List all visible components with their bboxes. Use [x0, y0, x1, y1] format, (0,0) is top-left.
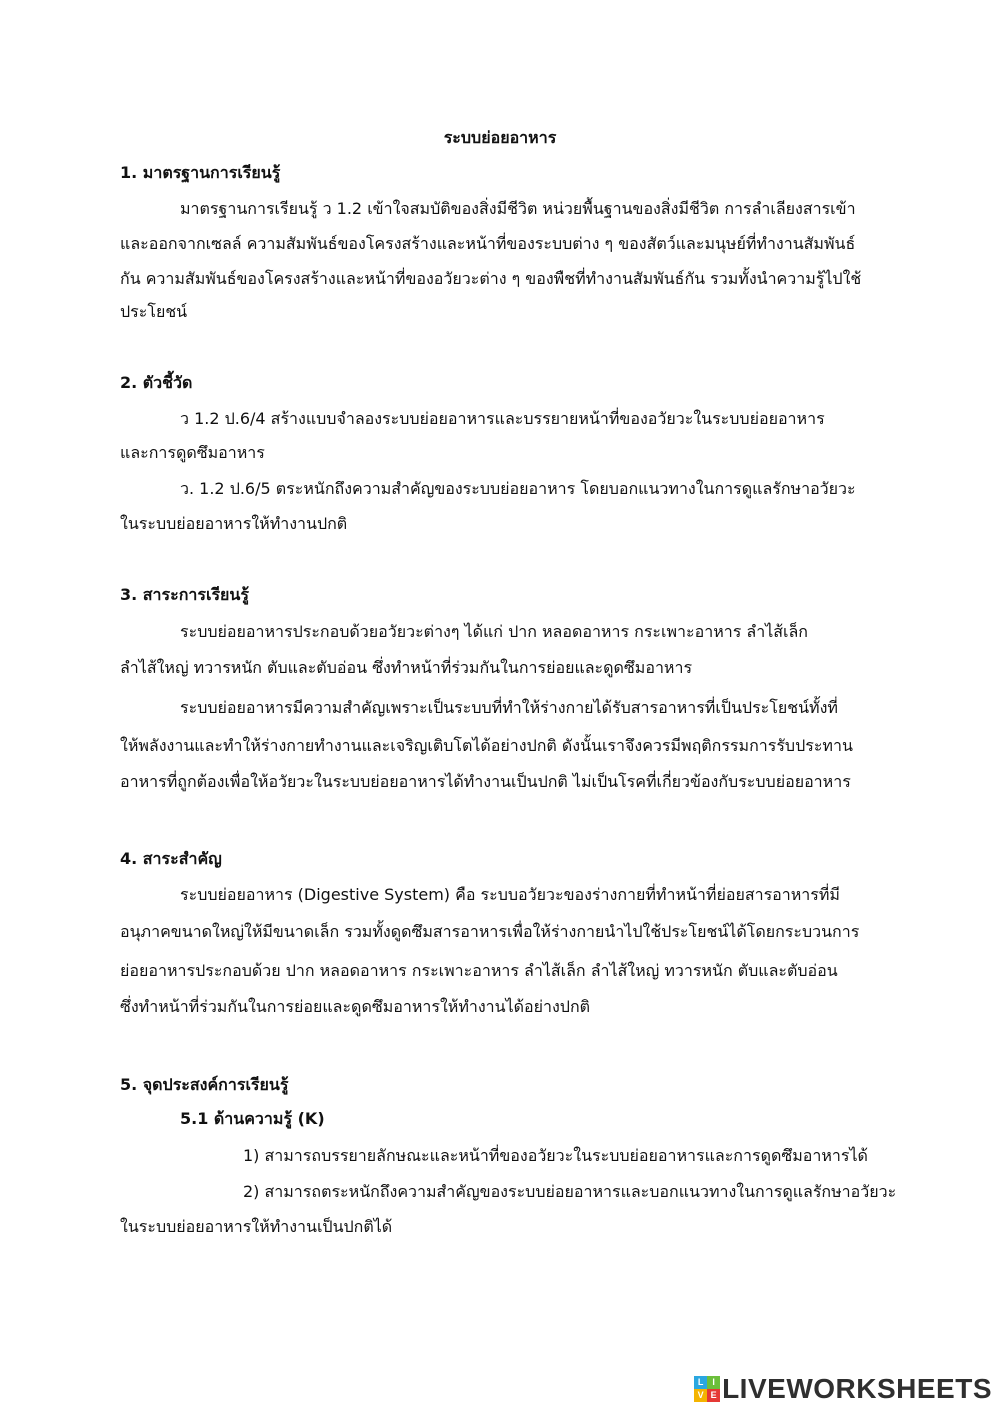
section-5-line: 2) สามารถตระหนักถึงความสำคัญของระบบย่อยอาหารและบอกแนวทางในการดูแลรักษาอวัยวะ — [243, 1182, 897, 1201]
section-3-line: ระบบย่อยอาหารประกอบด้วยอวัยวะต่างๆ ได้แก่ ปาก หลอดอาหาร กระเพาะอาหาร ลำไส้เล็ก — [180, 622, 808, 641]
section-3-line: อาหารที่ถูกต้องเพื่อให้อวัยวะในระบบย่อยอาหารได้ทำงานเป็นปกติ ไม่เป็นโรคที่เกี่ยวข้องกับระบบย่อยอาหาร — [120, 772, 851, 791]
liveworksheets-logo — [694, 1373, 992, 1405]
section-3-line: ลำไส้ใหญ่ ทวารหนัก ตับและตับอ่อน ซึ่งทำหน้าที่ร่วมกันในการย่อยและดูดซึมอาหาร — [120, 658, 693, 677]
section-1-heading: 1. มาตรฐานการเรียนรู้ — [120, 163, 281, 182]
section-2-line: ว 1.2 ป.6/4 สร้างแบบจำลองระบบย่อยอาหารและบรรยายหน้าที่ของอวัยวะในระบบย่อยอาหาร — [180, 409, 825, 428]
section-5-heading: 5. จุดประสงค์การเรียนรู้ — [120, 1075, 289, 1094]
section-4-line: ย่อยอาหารประกอบด้วย ปาก หลอดอาหาร กระเพาะอาหาร ลำไส้เล็ก ลำไส้ใหญ่ ทวารหนัก ตับและตับอ่อน — [120, 961, 838, 980]
section-5-subheading: 5.1 ด้านความรู้ (K) — [180, 1109, 325, 1128]
section-2-line: ว. 1.2 ป.6/5 ตระหนักถึงความสำคัญของระบบย่อยอาหาร โดยบอกแนวทางในการดูแลรักษาอวัยวะ — [180, 479, 856, 498]
section-3-line: ระบบย่อยอาหารมีความสำคัญเพราะเป็นระบบที่ทำให้ร่างกายได้รับสารอาหารที่เป็นประโยชน์ทั้งที่ — [180, 698, 838, 717]
section-3-heading: 3. สาระการเรียนรู้ — [120, 585, 249, 604]
section-1-line: ประโยชน์ — [120, 302, 188, 321]
section-4-line: อนุภาคขนาดใหญ่ให้มีขนาดเล็ก รวมทั้งดูดซึมสารอาหารเพื่อให้ร่างกายนำไปใช้ประโยชน์ได้โดยกระบวนการ — [120, 922, 860, 941]
liveworksheets-logo-text: LIVEWORKSHEETS — [722, 1373, 992, 1404]
section-2-line: และการดูดซึมอาหาร — [120, 443, 265, 462]
section-4-line: ซึ่งทำหน้าที่ร่วมกันในการย่อยและดูดซึมอาหารให้ทำงานได้อย่างปกติ — [120, 997, 591, 1016]
liveworksheets-logo-icon: L I V E — [694, 1376, 720, 1402]
section-1-line: มาตรฐานการเรียนรู้ ว 1.2 เข้าใจสมบัติของสิ่งมีชีวิต หน่วยพื้นฐานของสิ่งมีชีวิต การลำเลียงสารเข้า — [180, 199, 856, 218]
section-1-line: และออกจากเซลล์ ความสัมพันธ์ของโครงสร้างและหน้าที่ของระบบต่าง ๆ ของสัตว์และมนุษย์ที่ทำงานสัมพันธ์ — [120, 234, 856, 253]
section-4-line: ระบบย่อยอาหาร (Digestive System) คือ ระบบอวัยวะของร่างกายที่ทำหน้าที่ย่อยสารอาหารที่มี — [180, 885, 840, 904]
document-title: ระบบย่อยอาหาร — [443, 128, 557, 147]
section-2-heading: 2. ตัวชี้วัด — [120, 373, 193, 392]
section-3-line: ให้พลังงานและทำให้ร่างกายทำงานและเจริญเติบโตได้อย่างปกติ ดังนั้นเราจึงควรมีพฤติกรรมการรับประทาน — [120, 736, 853, 755]
section-5-line: 1) สามารถบรรยายลักษณะและหน้าที่ของอวัยวะในระบบย่อยอาหารและการดูดซึมอาหารได้ — [243, 1146, 868, 1165]
section-5-line: ในระบบย่อยอาหารให้ทำงานเป็นปกติได้ — [120, 1217, 393, 1236]
section-2-line: ในระบบย่อยอาหารให้ทำงานปกติ — [120, 514, 348, 533]
section-1-line: กัน ความสัมพันธ์ของโครงสร้างและหน้าที่ของอวัยวะต่าง ๆ ของพืชที่ทำงานสัมพันธ์กัน รวมทั้งนำความรู้ไปใช้ — [120, 269, 862, 288]
section-4-heading: 4. สาระสำคัญ — [120, 849, 222, 868]
